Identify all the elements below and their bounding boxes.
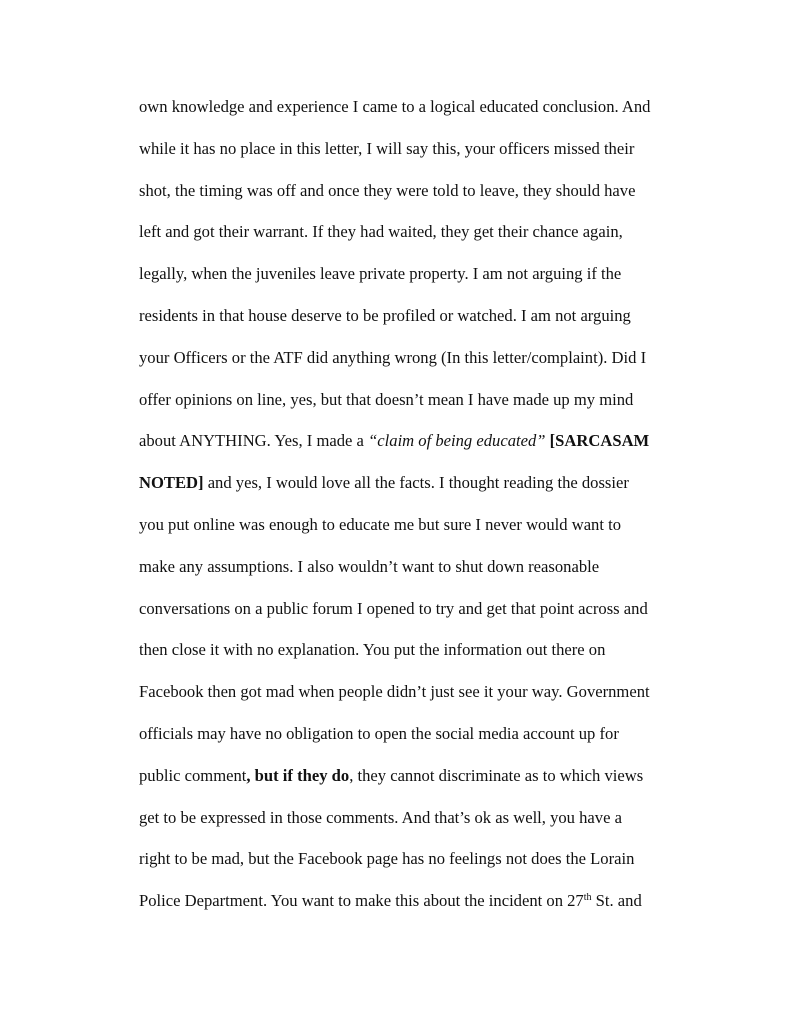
line-segment: , they cannot discriminate as to which views <box>349 765 644 785</box>
line-segment: Police Department. You want to make this about the incident on 27 <box>139 891 584 911</box>
text-line: officials may have no obligation to open the social media account up for <box>139 723 619 743</box>
letter-body <box>139 86 709 922</box>
text-line: legally, when the juveniles leave private property. I am not arguing if the <box>139 264 622 284</box>
text-line: own knowledge and experience I came to a logical educated conclusion. And <box>139 97 651 116</box>
bold-phrase: , but if they do <box>246 765 350 785</box>
bold-note: NOTED] <box>139 473 204 493</box>
bold-note: [SARCASAM <box>549 431 650 451</box>
text-line: you put online was enough to educate me but sure I never would want to <box>139 514 622 534</box>
text-line: get to be expressed in those comments. And that’s ok as well, you have a <box>139 807 622 827</box>
line-segment: and yes, I would love all the facts. I thought reading the dossier <box>203 473 629 493</box>
text-line: then close it with no explanation. You put the information out there on <box>139 640 606 660</box>
text-line <box>139 755 709 797</box>
text-line: left and got their warrant. If they had waited, they get their chance again, <box>139 222 623 242</box>
text-line <box>139 462 709 504</box>
text-line: your Officers or the ATF did anything wrong (In this letter/complaint). Did I <box>139 347 647 367</box>
line-segment: St. and <box>591 891 642 911</box>
text-line: shot, the timing was off and once they were told to leave, they should have <box>139 180 636 200</box>
line-segment: public comment <box>139 765 247 785</box>
text-line: Facebook then got mad when people didn’t just see it your way. Government <box>139 682 650 702</box>
text-line: conversations on a public forum I opened to try and get that point across and <box>139 598 648 618</box>
text-line: while it has no place in this letter, I will say this, your officers missed their <box>139 138 635 158</box>
line-segment: about ANYTHING. Yes, I made a <box>139 431 369 451</box>
text-line: make any assumptions. I also wouldn’t want to shut down reasonable <box>139 556 600 576</box>
text-line <box>139 880 709 922</box>
text-line <box>139 420 709 462</box>
italic-quote: “claim of being educated” <box>368 431 546 451</box>
ordinal-superscript: th <box>583 892 592 904</box>
text-line: offer opinions on line, yes, but that doesn’t mean I have made up my mind <box>139 389 634 409</box>
text-line: residents in that house deserve to be profiled or watched. I am not arguing <box>139 305 631 325</box>
text-line: right to be mad, but the Facebook page has no feelings not does the Lorain <box>139 849 635 869</box>
